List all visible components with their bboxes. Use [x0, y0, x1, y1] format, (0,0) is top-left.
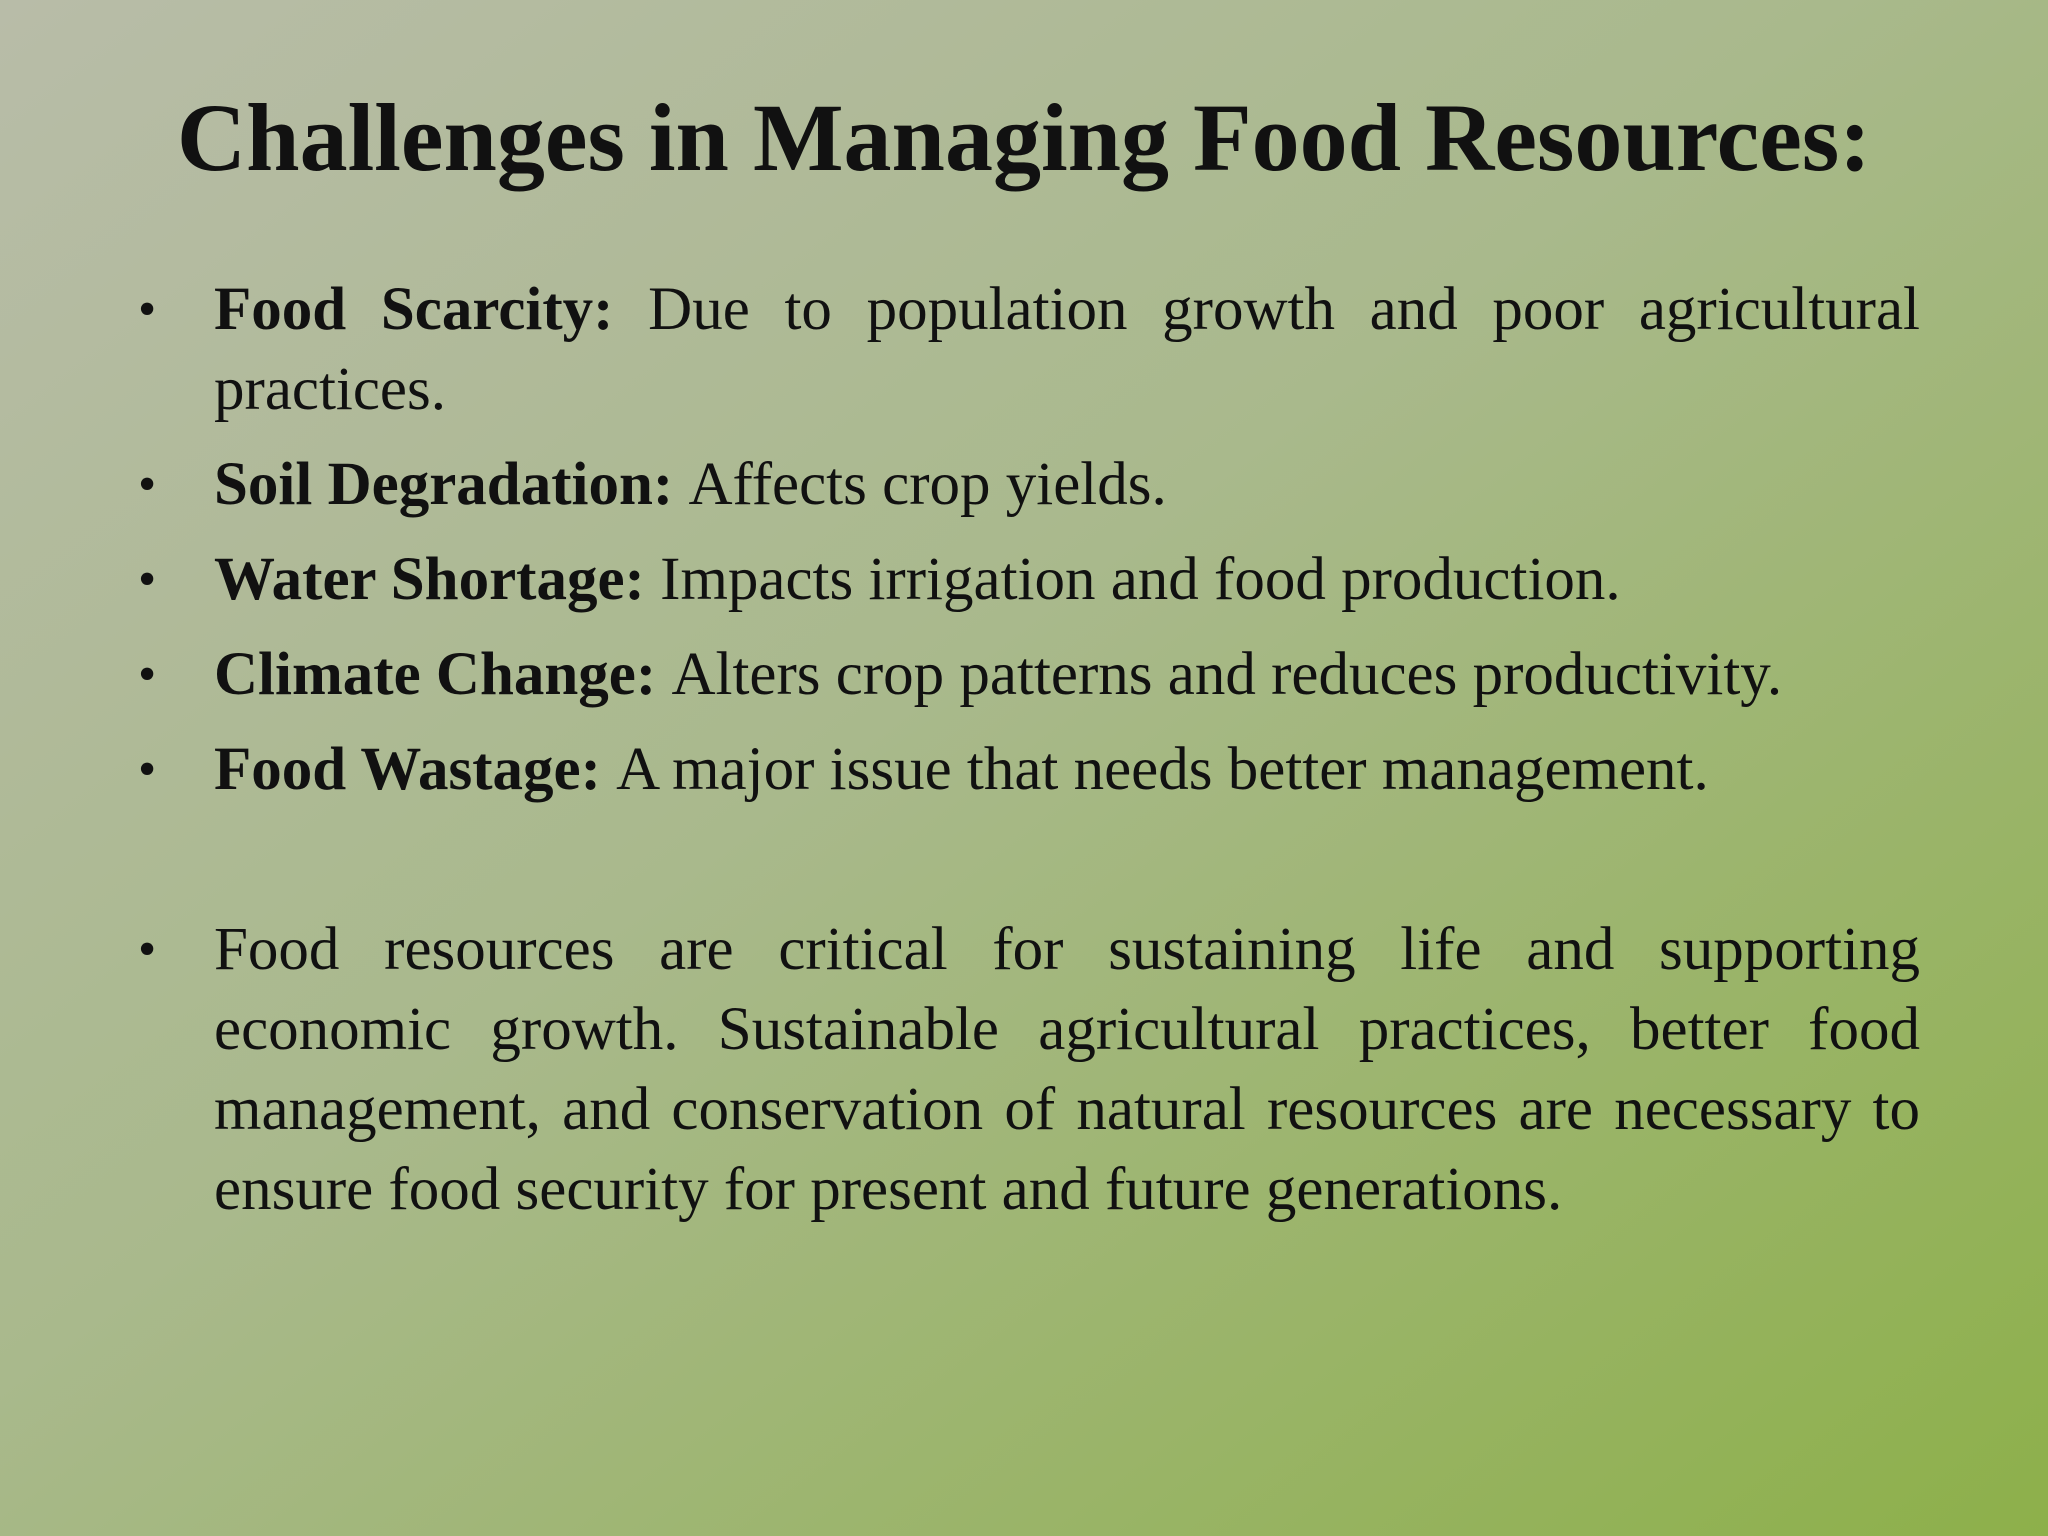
- bullet-icon: •: [138, 456, 157, 513]
- bullet-icon: •: [138, 646, 157, 703]
- bullet-item-food-scarcity: [138, 270, 1921, 430]
- bullet-term: Food Wastage:: [214, 736, 617, 803]
- bullet-icon: •: [138, 921, 157, 978]
- conclusion-text: Food resources are critical for sustaining life and supporting economic growth. Sustainable agricultural practices, better food management, and conservation of natural resources are necessary to ensure food security for present and future generations.: [214, 916, 1920, 1223]
- bullet-icon: •: [138, 551, 157, 608]
- bullet-term: Water Shortage:: [214, 546, 661, 613]
- bullet-text: Due to population growth and poor agricultural practices.: [214, 276, 1921, 423]
- bullet-text: Alters crop patterns and reduces productivity.: [671, 641, 1783, 708]
- bullet-item-water-shortage: [138, 540, 1920, 620]
- bullet-text: Affects crop yields.: [688, 451, 1167, 518]
- bullet-icon: •: [138, 281, 157, 338]
- bullet-item-climate-change: [138, 635, 1920, 715]
- bullet-text: Impacts irrigation and food production.: [660, 546, 1621, 613]
- bullet-list: [0, 270, 2048, 1230]
- slide-title: Challenges in Managing Food Resources:: [176, 84, 1872, 191]
- bullet-item-conclusion: [138, 910, 1920, 1230]
- bullet-icon: •: [138, 741, 157, 798]
- bullet-term: Soil Degradation:: [214, 451, 689, 518]
- bullet-text: A major issue that needs better management.: [616, 736, 1709, 803]
- bullet-item-food-wastage: [138, 730, 1920, 810]
- bullet-item-soil-degradation: [138, 445, 1920, 525]
- bullet-term: Climate Change:: [214, 641, 672, 708]
- bullet-term: Food Scarcity:: [214, 276, 649, 343]
